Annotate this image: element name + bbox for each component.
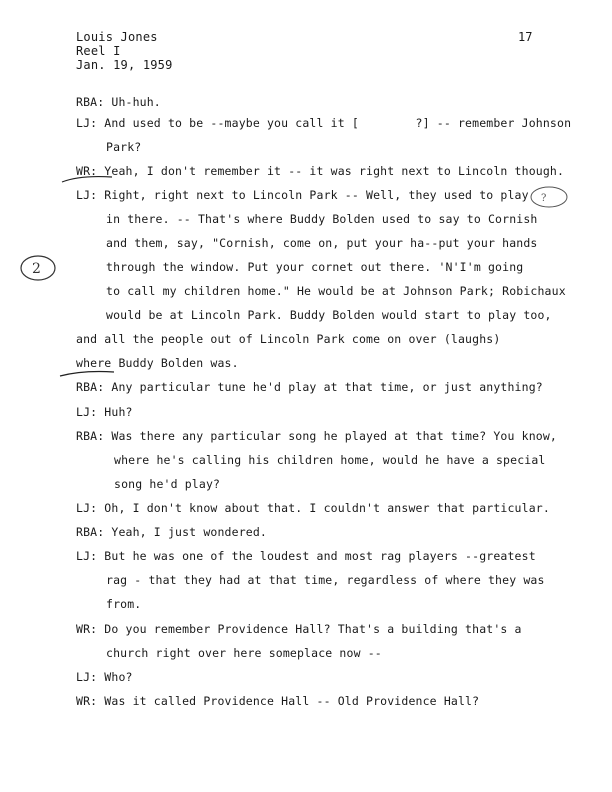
- circled-margin-number-icon: [18, 253, 58, 283]
- transcript-line: would be at Lincoln Park. Buddy Bolden would start to play too,: [106, 308, 552, 322]
- transcript-line: in there. -- That's where Buddy Bolden used to say to Cornish: [106, 212, 538, 226]
- scribble-mark: ?: [541, 193, 547, 204]
- header-name: Louis Jones: [76, 30, 158, 44]
- transcript-line: RBA: Any particular tune he'd play at that time, or just anything?: [76, 380, 543, 394]
- header-reel: Reel I: [76, 44, 121, 58]
- transcript-line: LJ: Right, right next to Lincoln Park -- Well, they used to play: [76, 188, 529, 202]
- page-number: 17: [518, 30, 533, 44]
- header-date: Jan. 19, 1959: [76, 58, 173, 72]
- transcript-line: RBA: Uh-huh.: [76, 95, 161, 109]
- transcript-line: LJ: Who?: [76, 670, 133, 684]
- transcript-line: RBA: Yeah, I just wondered.: [76, 525, 267, 539]
- handwritten-scribble-icon: [528, 184, 570, 210]
- transcript-line: WR: Was it called Providence Hall -- Old Providence Hall?: [76, 694, 480, 708]
- transcript-line: church right over here someplace now --: [106, 646, 382, 660]
- transcript-line: Park?: [106, 140, 142, 154]
- transcript-line: LJ: But he was one of the loudest and most rag players --greatest: [76, 549, 536, 563]
- transcript-line: RBA: Was there any particular song he played at that time? You know,: [76, 429, 558, 443]
- transcript-line: WR: Do you remember Providence Hall? That's a building that's a: [76, 622, 522, 636]
- transcript-line: to call my children home." He would be at Johnson Park; Robichaux: [106, 284, 566, 298]
- transcript-line: LJ: Huh?: [76, 405, 133, 419]
- transcript-line: through the window. Put your cornet out there. 'N'I'm going: [106, 260, 524, 274]
- transcript-line: rag - that they had at that time, regardless of where they was: [106, 573, 545, 587]
- margin-note: 2: [32, 261, 41, 277]
- transcript-line: LJ: And used to be --maybe you call it [ ?] -- remember Johnson: [76, 116, 572, 130]
- transcript-line: and all the people out of Lincoln Park come on over (laughs): [76, 332, 501, 346]
- transcript-line: where Buddy Bolden was.: [76, 356, 239, 370]
- transcript-line: from.: [106, 597, 142, 611]
- transcript-line: song he'd play?: [114, 477, 221, 491]
- transcript-line: where he's calling his children home, would he have a special: [114, 453, 546, 467]
- transcript-line: and them, say, "Cornish, come on, put your ha--put your hands: [106, 236, 538, 250]
- transcript-line: WR: Yeah, I don't remember it -- it was right next to Lincoln though.: [76, 164, 565, 178]
- transcript-line: LJ: Oh, I don't know about that. I couldn't answer that particular.: [76, 501, 550, 515]
